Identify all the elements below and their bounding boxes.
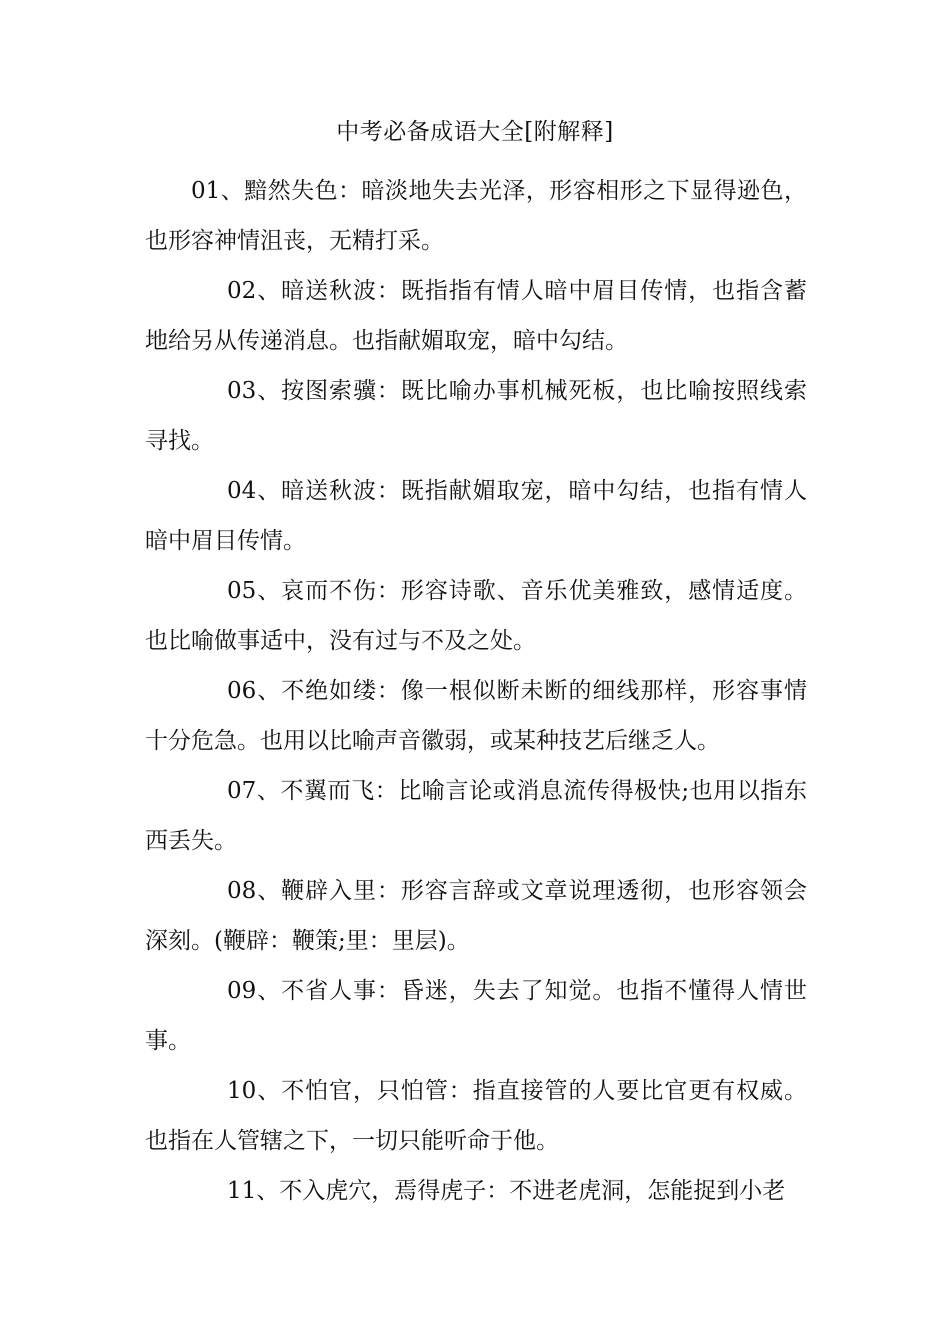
entry-06: 06、不绝如缕：像一根似断未断的细线那样，形容事情十分危急。也用以比喻声音徽弱，或某种技艺后继乏人。	[145, 678, 807, 754]
entry-01: 01、黯然失色：暗淡地失去光泽，形容相形之下显得逊色，也形容神情沮丧，无精打采。	[145, 178, 807, 254]
entry-04: 04、暗送秋波：既指献媚取宠，暗中勾结，也指有情人暗中眉目传情。	[145, 478, 807, 554]
entry-11: 11、不入虎穴，焉得虎子：不进老虎洞，怎能捉到小老	[227, 1178, 786, 1204]
entry-03: 03、按图索骥：既比喻办事机械死板，也比喻按照线索寻找。	[145, 378, 807, 454]
entry-05: 05、哀而不伤：形容诗歌、音乐优美雅致，感情适度。也比喻做事适中，没有过与不及之处。	[145, 578, 807, 654]
entry-08: 08、鞭辟入里：形容言辞或文章说理透彻，也形容领会深刻。(鞭辟：鞭策;里：里层)。	[145, 878, 807, 954]
entry-09: 09、不省人事：昏迷，失去了知觉。也指不懂得人情世事。	[145, 978, 807, 1054]
entry-02: 02、暗送秋波：既指指有情人暗中眉目传情，也指含蓄地给另从传递消息。也指献媚取宠，暗中勾结。	[145, 278, 807, 354]
entry-10: 10、不怕官，只怕管：指直接管的人要比官更有权威。也指在人管辖之下，一切只能听命于他。	[145, 1078, 807, 1154]
document-title: 中考必备成语大全[附解释]	[336, 119, 614, 145]
document-body	[145, 166, 807, 1216]
entry-07: 07、不翼而飞：比喻言论或消息流传得极快;也用以指东西丢失。	[145, 778, 807, 854]
